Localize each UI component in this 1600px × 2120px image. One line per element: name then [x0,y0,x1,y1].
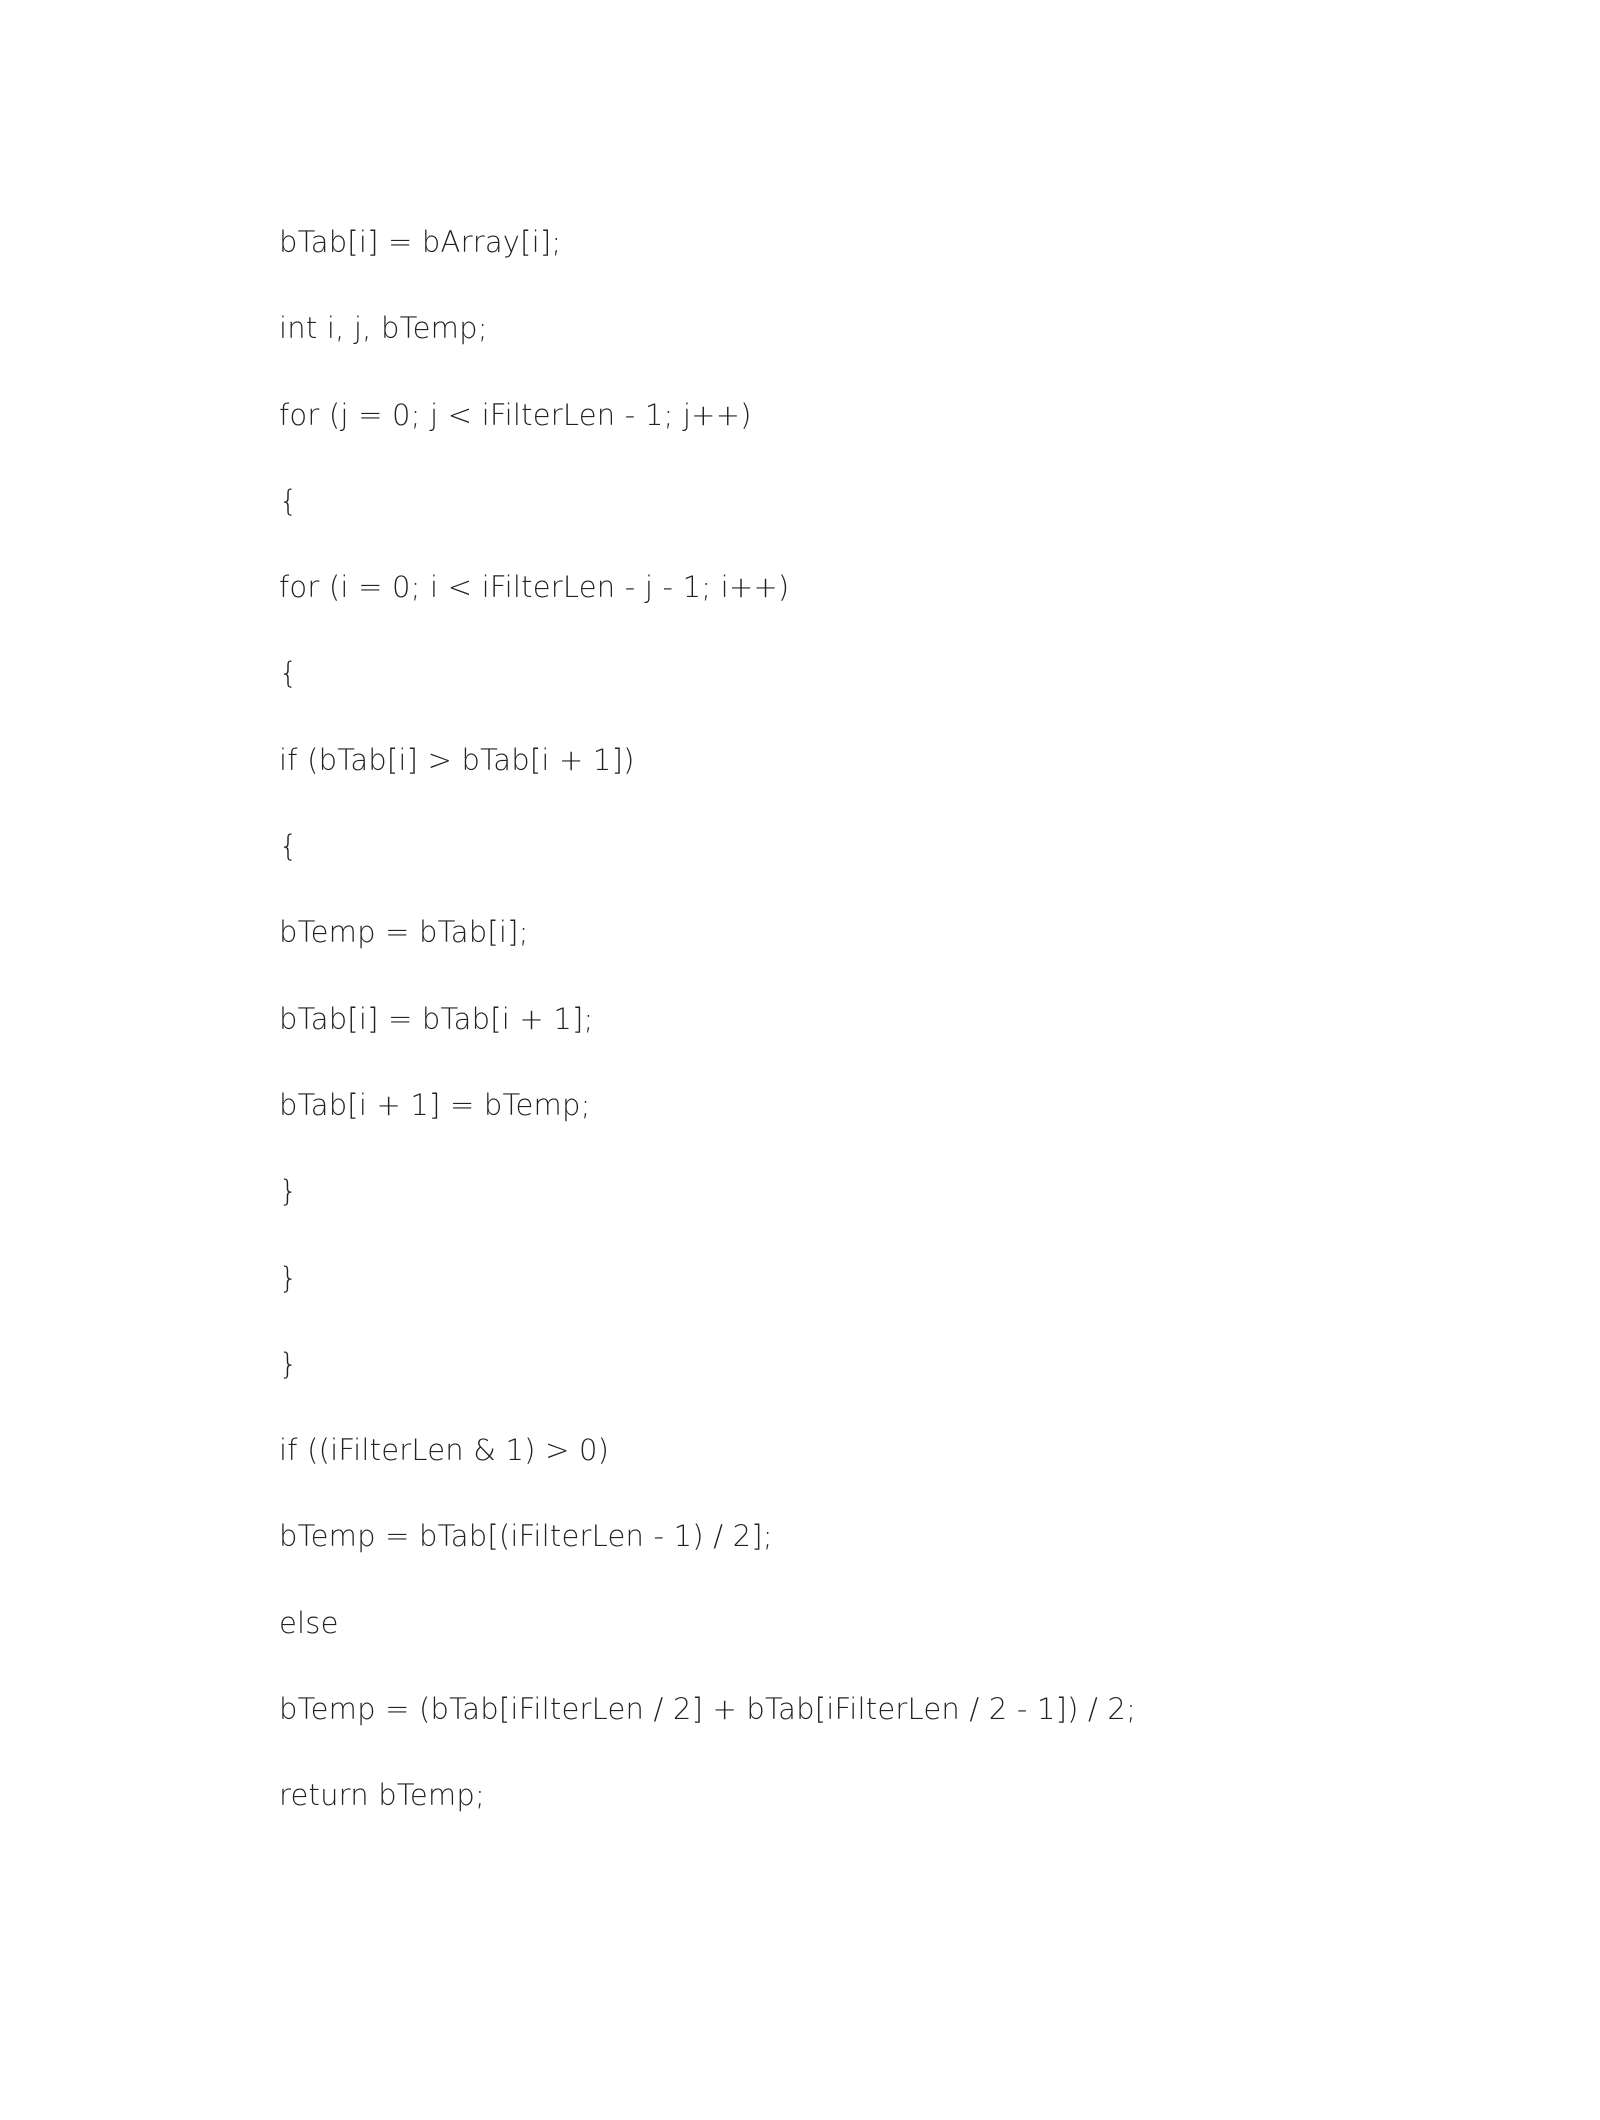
code-line: else [279,1605,339,1640]
code-line: { [279,483,298,518]
code-line: { [279,656,298,691]
code-line: } [279,1174,298,1209]
code-line: for (j = 0; j < iFilterLen - 1; j++) [279,397,752,432]
code-line: for (i = 0; i < iFilterLen - j - 1; i++) [279,570,790,605]
code-listing [279,222,1479,1862]
code-line: int i, j, bTemp; [279,311,488,346]
code-line: bTab[i] = bTab[i + 1]; [279,1001,594,1036]
code-line: bTemp = bTab[i]; [279,915,529,950]
code-line: bTemp = (bTab[iFilterLen / 2] + bTab[iFilterLen / 2 - 1]) / 2; [279,1692,1137,1727]
code-line: if (bTab[i] > bTab[i + 1]) [279,742,635,777]
code-line: { [279,829,298,864]
code-line: } [279,1260,298,1295]
code-line: return bTemp; [279,1778,485,1813]
code-line: } [279,1346,298,1381]
code-line: bTab[i + 1] = bTemp; [279,1087,591,1122]
code-line: bTemp = bTab[(iFilterLen - 1) / 2]; [279,1519,773,1554]
code-line: bTab[i] = bArray[i]; [279,225,562,259]
code-line: if ((iFilterLen & 1) > 0) [279,1433,610,1468]
